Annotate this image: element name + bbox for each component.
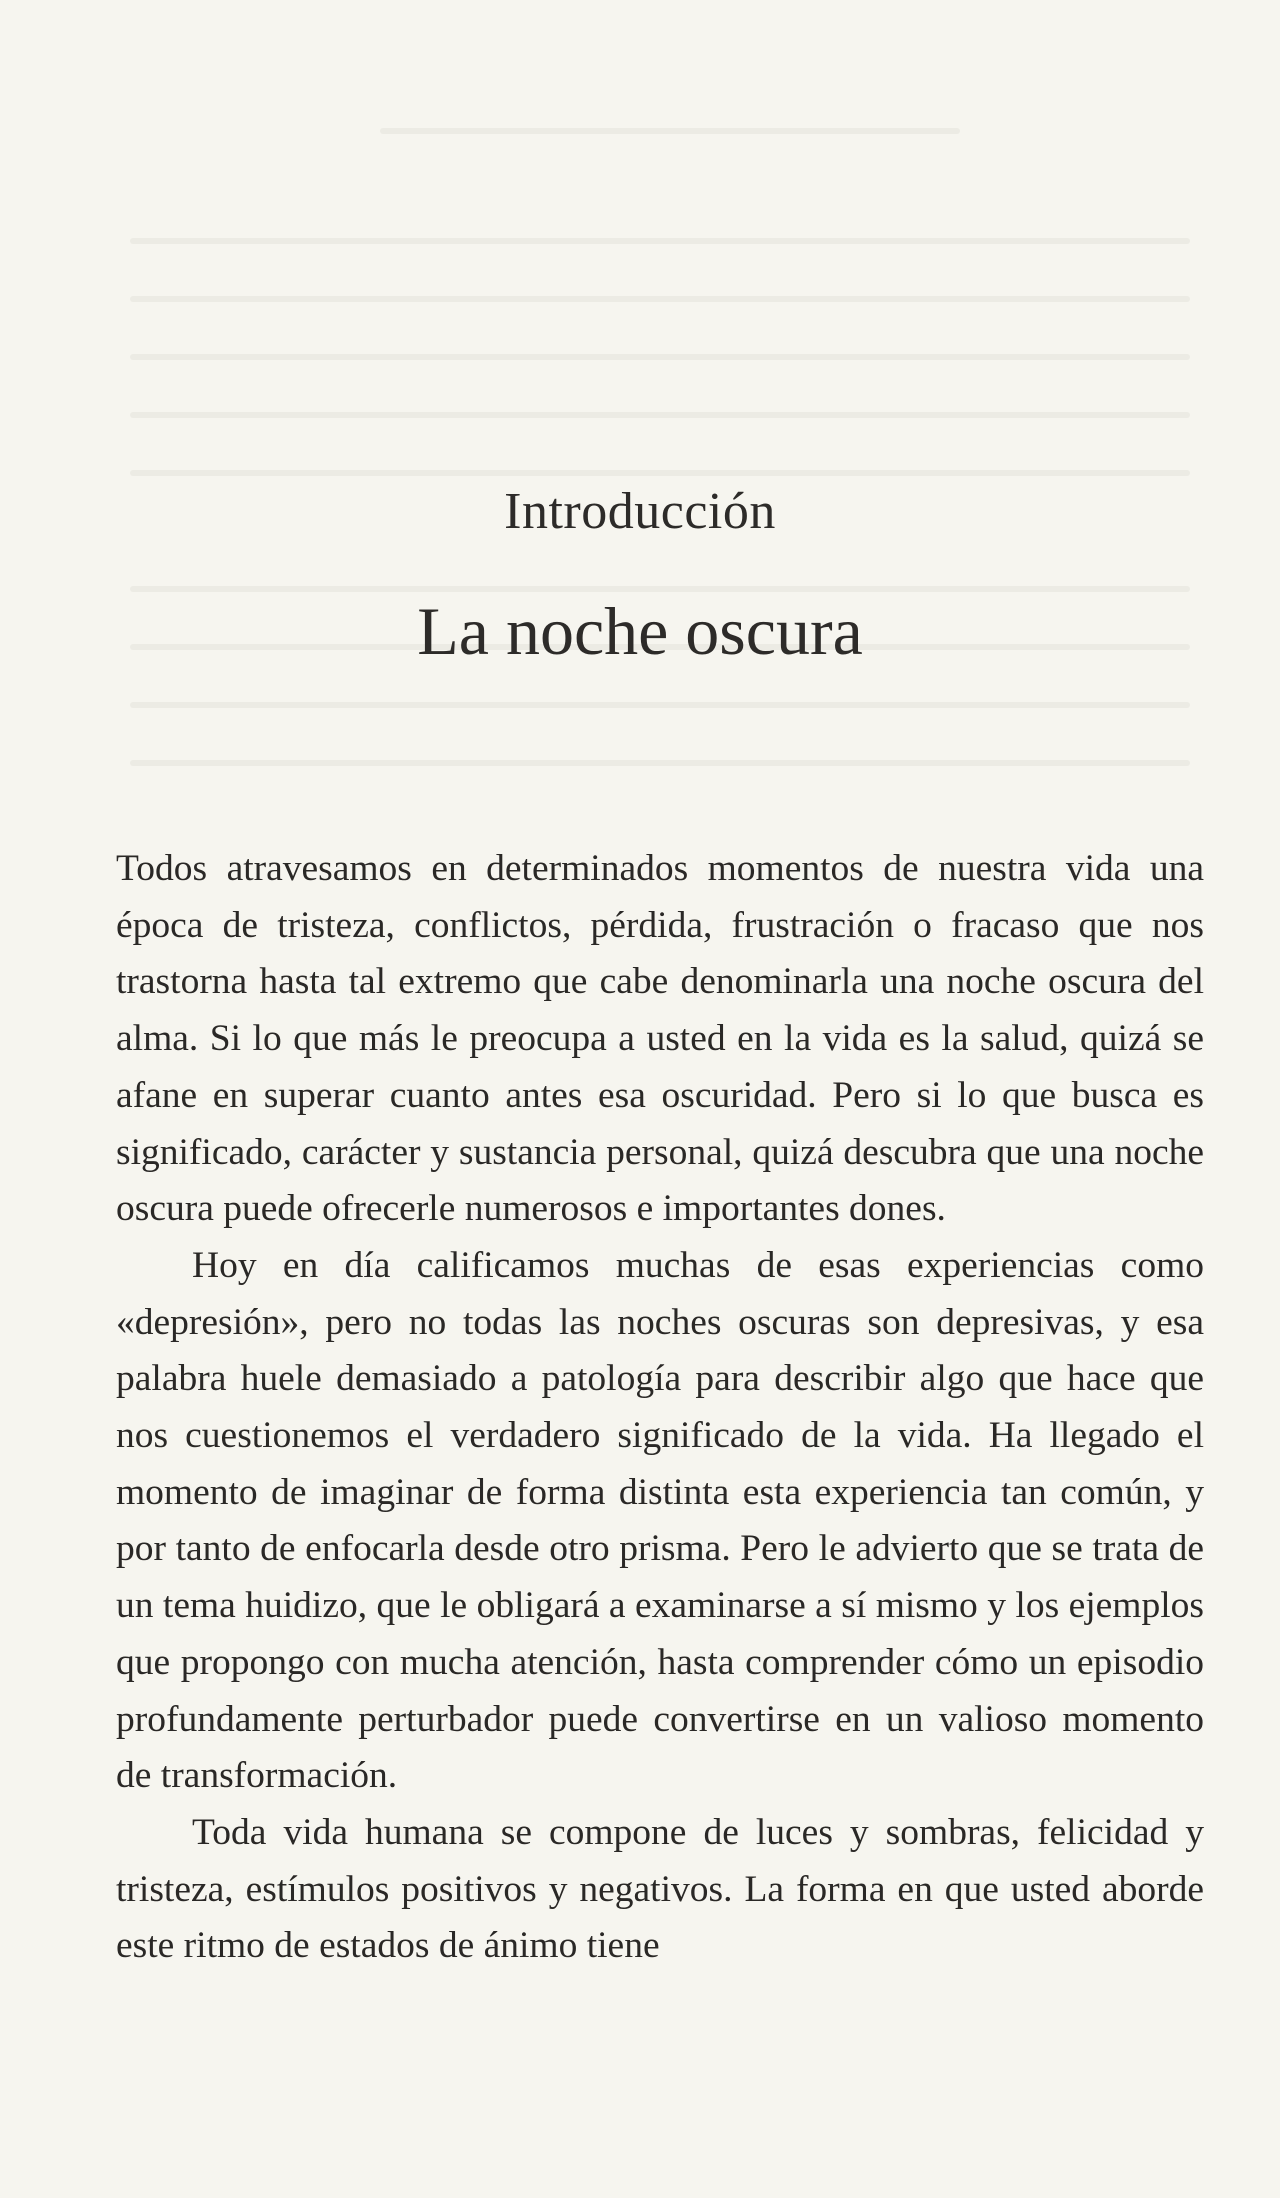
- chapter-title: La noche oscura: [417, 593, 863, 669]
- body-text: [116, 841, 1204, 1975]
- paragraph: Todos atravesamos en determinados momentos de nuestra vida una época de tristeza, conflictos, pérdida, frustración o fracaso que nos trastorna hasta tal extremo que cabe denominarla una noche oscura del alma. Si lo que más le preocupa a usted en la vida es la salud, quizá se afane en superar cuanto antes esa oscuridad. Pero si lo que busca es significado, carácter y sustancia personal, quizá descubra que una noche oscura puede ofrecerle numerosos e importantes dones.: [116, 848, 1204, 1230]
- bleed-through-line: [130, 760, 1190, 766]
- chapter-label: Introducción: [504, 483, 776, 540]
- bleed-through-line: [130, 296, 1190, 302]
- bleed-through-line: [380, 128, 960, 134]
- bleed-through-line: [130, 238, 1190, 244]
- bleed-through-line: [130, 470, 1190, 476]
- bleed-through-line: [130, 702, 1190, 708]
- bleed-through-line: [130, 412, 1190, 418]
- bleed-through-line: [130, 354, 1190, 360]
- paragraph: Hoy en día calificamos muchas de esas experiencias como «depresión», pero no todas las noches oscuras son depresivas, y esa palabra huele demasiado a patología para describir algo que hace que nos cuestionemos el verdadero significado de la vida. Ha llegado el momento de imaginar de forma distinta esta experiencia tan común, y por tanto de enfocarla desde otro prisma. Pero le advierto que se trata de un tema huidizo, que le obligará a examinarse a sí mismo y los ejemplos que propongo con mucha atención, hasta comprender cómo un episodio profundamente perturbador puede convertirse en un valioso momento de transformación.: [116, 1244, 1204, 1797]
- paragraph: Toda vida humana se compone de luces y sombras, felicidad y tristeza, estímulos positivos y negativos. La forma en que usted aborde este ritmo de estados de ánimo tiene: [116, 1811, 1204, 1967]
